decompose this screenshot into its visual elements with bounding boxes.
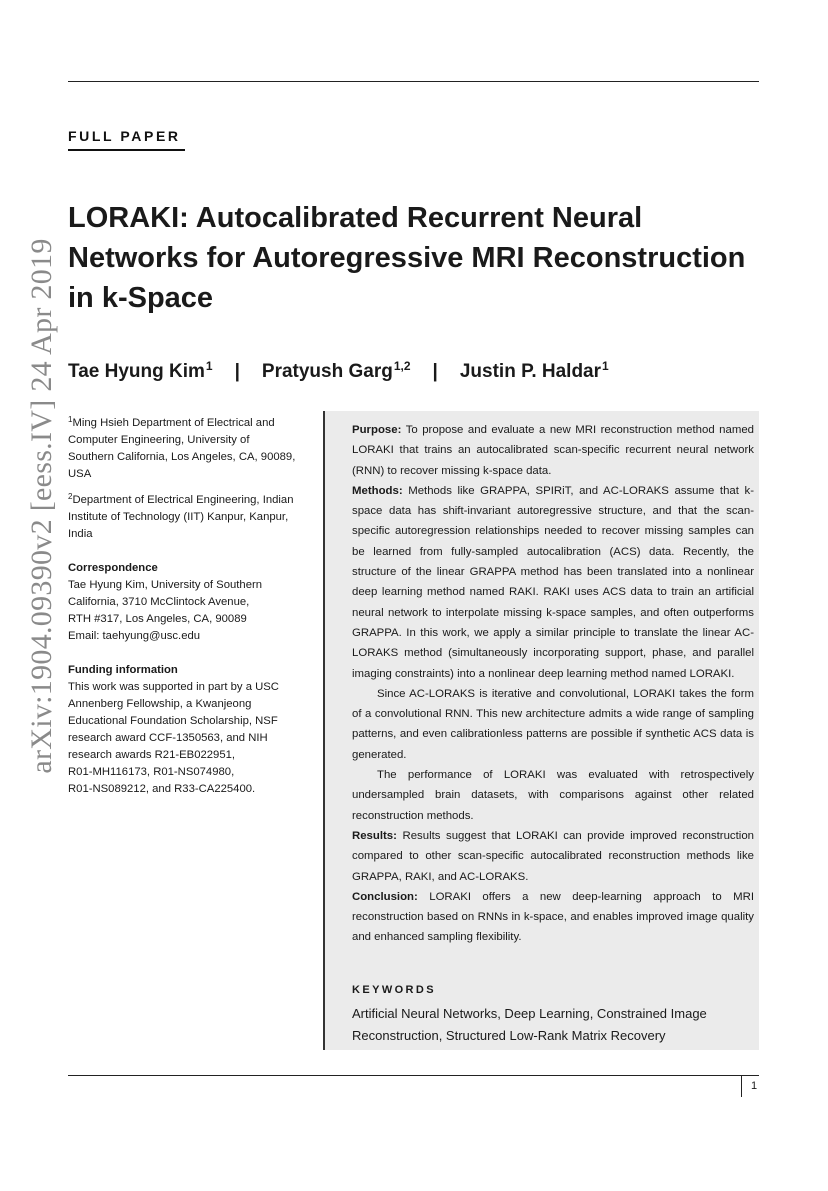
abstract-methods: Methods: Methods like GRAPPA, SPIRiT, and AC-LORAKS assume that k-space data has shift-invariant autoregressive structure, and that the scan-specific autoregression relationships needed to recover missing samples can be learned from fully-sampled autocalibration (ACS) data. Recently, the structure of the linear GRAPPA method has been translated into a nonlinear deep learning method named RAKI. RAKI uses ACS data to train an artificial neural network to interpolate missing k-space samples, and often outperforms GRAPPA. In this work, we apply a similar principle to translate the linear AC-LORAKS method (simultaneously incorporating support, phase, and parallel imaging constraints) into a nonlinear deep learning method named LORAKI.: [352, 484, 754, 680]
abstract-conclusion: Conclusion: LORAKI offers a new deep-learning approach to MRI reconstruction based on RNNs in k-space, and enables improved image quality and enhanced sampling flexibility.: [352, 890, 754, 944]
funding-text: This work was supported in part by a USC Annenberg Fellowship, a Kwanjeong Educational Foundation Scholarship, NSF research award CCF-1350563, and NIH research awards R21-EB022951, R01-MH116173, R01-NS074980, R01-NS089212, and R33-CA225400.: [68, 681, 279, 795]
top-rule: [68, 81, 759, 82]
abstract: [352, 420, 754, 948]
affiliation: $^2$Department of Electrical Engineering, Indian Institute of Technology (IIT) Kanpur, Kanpur, India: [68, 492, 294, 540]
author-list: [68, 359, 609, 383]
page-number-divider: [741, 1075, 742, 1097]
paper-title: LORAKI: Autocalibrated Recurrent Neural Networks for Autoregressive MRI Reconstruction in k-Space: [68, 202, 746, 314]
bottom-rule: [68, 1075, 759, 1076]
author-separator: |: [432, 361, 438, 382]
correspondence-text: Tae Hyung Kim, University of Southern California, 3710 McClintock Avenue, RTH #317, Los Angeles, CA, 90089 Email: taehyung@usc.edu: [68, 579, 263, 642]
keywords-heading: KEYWORDS: [352, 984, 436, 996]
abstract-left-bar: [323, 411, 325, 1050]
author-name: Pratyush Garg$^{1,2}$: [261, 359, 411, 382]
category-underline: [68, 149, 185, 151]
author-name: Tae Hyung Kim$^1$: [68, 359, 213, 382]
paper-category: FULL PAPER: [68, 128, 181, 144]
arxiv-stamp: arXiv:1904.09390v2 [eess.IV] 24 Apr 2019: [25, 238, 58, 774]
abstract-results: Results: Results suggest that LORAKI can provide improved reconstruction compared to other scan-specific autocalibrated reconstruction methods like GRAPPA, RAKI, and AC-LORAKS.: [352, 829, 754, 883]
funding-heading: Funding information: [68, 664, 178, 676]
affiliation: $^1$Ming Hsieh Department of Electrical and Computer Engineering, University of Southern California, Los Angeles, CA, 90089, USA: [68, 415, 296, 480]
abstract-methods-paragraph: The performance of LORAKI was evaluated with retrospectively undersampled brain datasets, with comparisons against other related reconstruction methods.: [352, 769, 754, 822]
abstract-purpose: Purpose: To propose and evaluate a new MRI reconstruction method named LORAKI that trains an autocalibrated scan-specific recurrent neural network (RNN) to recover missing k-space data.: [352, 424, 754, 477]
author-separator: |: [234, 361, 240, 382]
keywords-text: Artificial Neural Networks, Deep Learning, Constrained Image Reconstruction, Structured Low-Rank Matrix Recovery: [352, 1006, 707, 1043]
page-number: 1: [751, 1080, 758, 1092]
abstract-methods-paragraph: Since AC-LORAKS is iterative and convolutional, LORAKI takes the form of a convolutional RNN. This new architecture admits a wide range of sampling patterns, and even calibrationless patterns are possible if synthetic ACS data is generated.: [352, 687, 754, 761]
author-name: Justin P. Haldar$^1$: [459, 359, 609, 382]
sidebar-info: [68, 411, 298, 798]
correspondence-heading: Correspondence: [68, 562, 158, 574]
